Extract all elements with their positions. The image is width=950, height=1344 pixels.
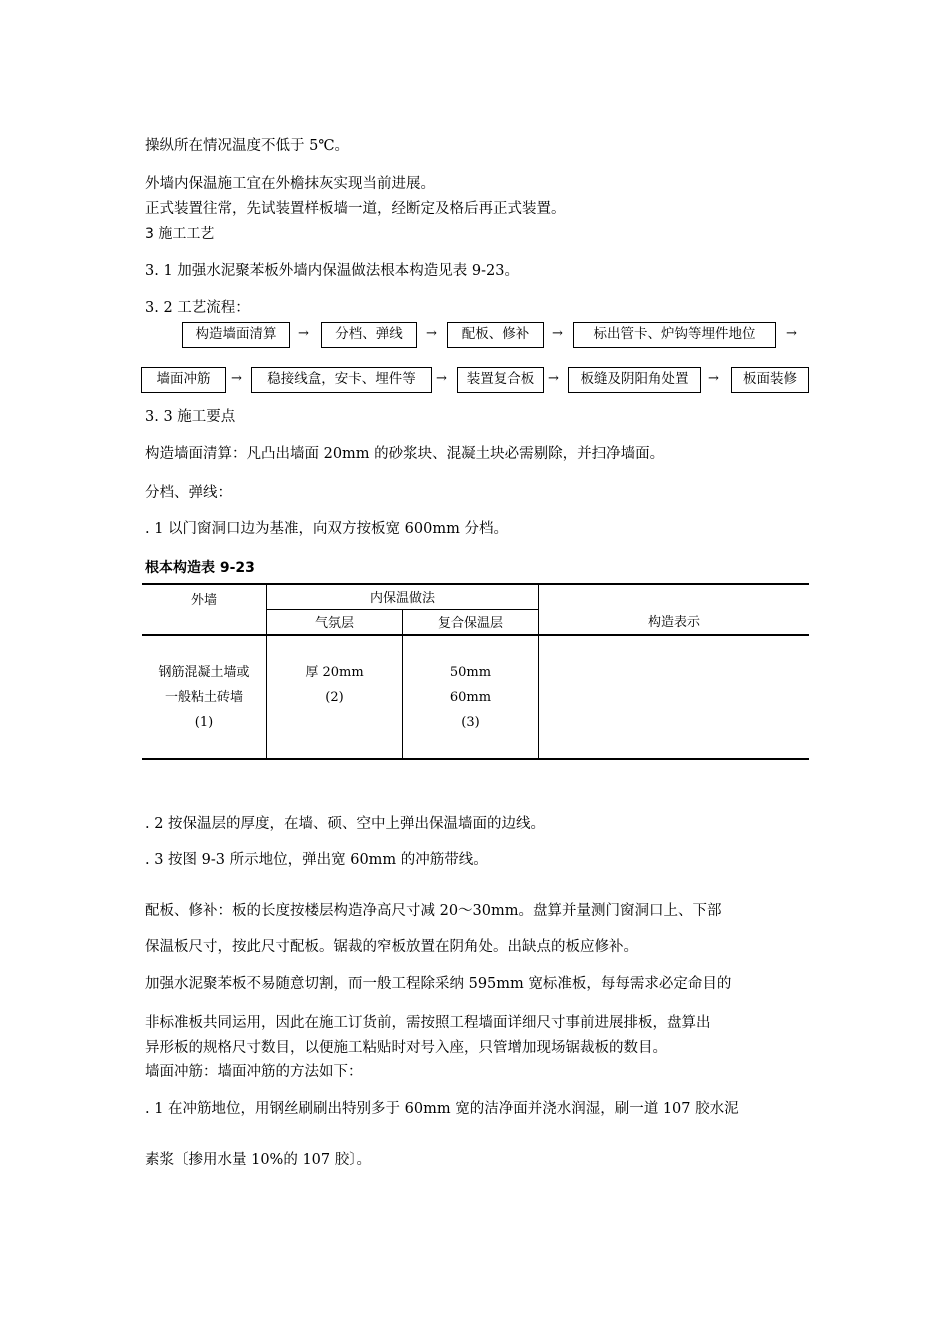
text-peiban-1: 配板、修补：板的长度按楼层构造净高尺寸减 20～30mm。盘算并量测门窗洞口上、下部 [145,903,722,919]
flow-arrow: → [552,326,563,341]
flow-box: 标出管卡、炉钩等埋件地位 [573,322,776,348]
flow-box: 板缝及阴阳角处置 [568,367,701,393]
flow-box: 分档、弹线 [321,322,417,348]
flow-box: 装置复合板 [457,367,544,393]
cell-wall: 钢筋混凝土墙或 一般粘土砖墙 (1) [142,635,267,759]
section-3-3: 3. 3 施工要点 [145,409,236,425]
flow-arrow: → [298,326,309,341]
section-3-2: 3. 2 工艺流程： [145,300,250,316]
text-chongjin: 墙面冲筋：墙面冲筋的方法如下： [145,1064,363,1080]
text-p2: 外墙内保温施工宜在外檐抹灰实现当前进展。 [145,176,435,192]
text-item-3: . 3 按图 9-3 所示地位，弹出宽 60mm 的冲筋带线。 [145,852,488,868]
flow-arrow: → [426,326,437,341]
flow-box: 稳接线盒，安卡、埋件等 [251,367,432,393]
flow-arrow: → [708,371,719,386]
text-chongjin-1b: 素浆〔掺用水量 10%的 107 胶〕。 [145,1152,371,1168]
cell-air: 厚 20mm (2) [267,635,403,759]
text-p3: 正式装置往常，先试装置样板墙一道，经断定及格后再正式装置。 [145,201,566,217]
text-jq-2: 非标准板共同运用，因此在施工订货前，需按照工程墙面详细尺寸事前进展排板，盘算出 [145,1015,711,1031]
spec-table [142,583,809,760]
header-method: 内保温做法 [267,584,539,609]
flow-arrow: → [231,371,242,386]
header-air: 气氛层 [267,609,403,635]
flow-box: 构造墙面清算 [182,322,290,348]
header-diagram: 构造表示 [539,584,810,635]
flow-box: 板面装修 [731,367,809,393]
text-jq-1: 加强水泥聚苯板不易随意切割，而一般工程除采纳 595mm 宽标准板，每每需求必定命目的 [145,976,732,992]
text-item-1: . 1 以门窗洞口边为基准，向双方按板宽 600mm 分档。 [145,521,508,537]
text-fendang: 分档、弹线： [145,485,232,501]
text-p1: 操纵所在情况温度不低于 5℃。 [145,138,350,154]
text-peiban-2: 保温板尺寸，按此尺寸配板。锯裁的窄板放置在阴角处。出缺点的板应修补。 [145,939,638,955]
text-chongjin-1a: . 1 在冲筋地位，用钢丝刷刷出特别多于 60mm 宽的洁净面并浇水润湿，刷一道 107 胶水泥 [145,1101,739,1117]
flow-box: 配板、修补 [447,322,544,348]
text-clean: 构造墙面清算：凡凸出墙面 20mm 的砂浆块、混凝土块必需剔除，并扫净墙面。 [145,446,665,462]
header-wall: 外墙 [142,584,267,635]
table-caption: 根本构造表 9-23 [145,560,255,576]
text-item-2: . 2 按保温层的厚度，在墙、硕、空中上弹出保温墙面的边线。 [145,816,546,832]
flow-arrow: → [548,371,559,386]
section-heading-3: 3 施工工艺 [145,226,215,242]
section-3-1: 3. 1 加强水泥聚苯板外墙内保温做法根本构造见表 9-23。 [145,263,519,279]
cell-diagram [539,635,810,759]
cell-composite: 50mm 60mm (3) [403,635,539,759]
flow-box: 墙面冲筋 [141,367,226,393]
header-composite: 复合保温层 [403,609,539,635]
flow-arrow: → [436,371,447,386]
text-jq-3: 异形板的规格尺寸数目，以便施工粘贴时对号入座，只管增加现场锯裁板的数目。 [145,1040,667,1056]
flow-arrow: → [786,326,797,341]
